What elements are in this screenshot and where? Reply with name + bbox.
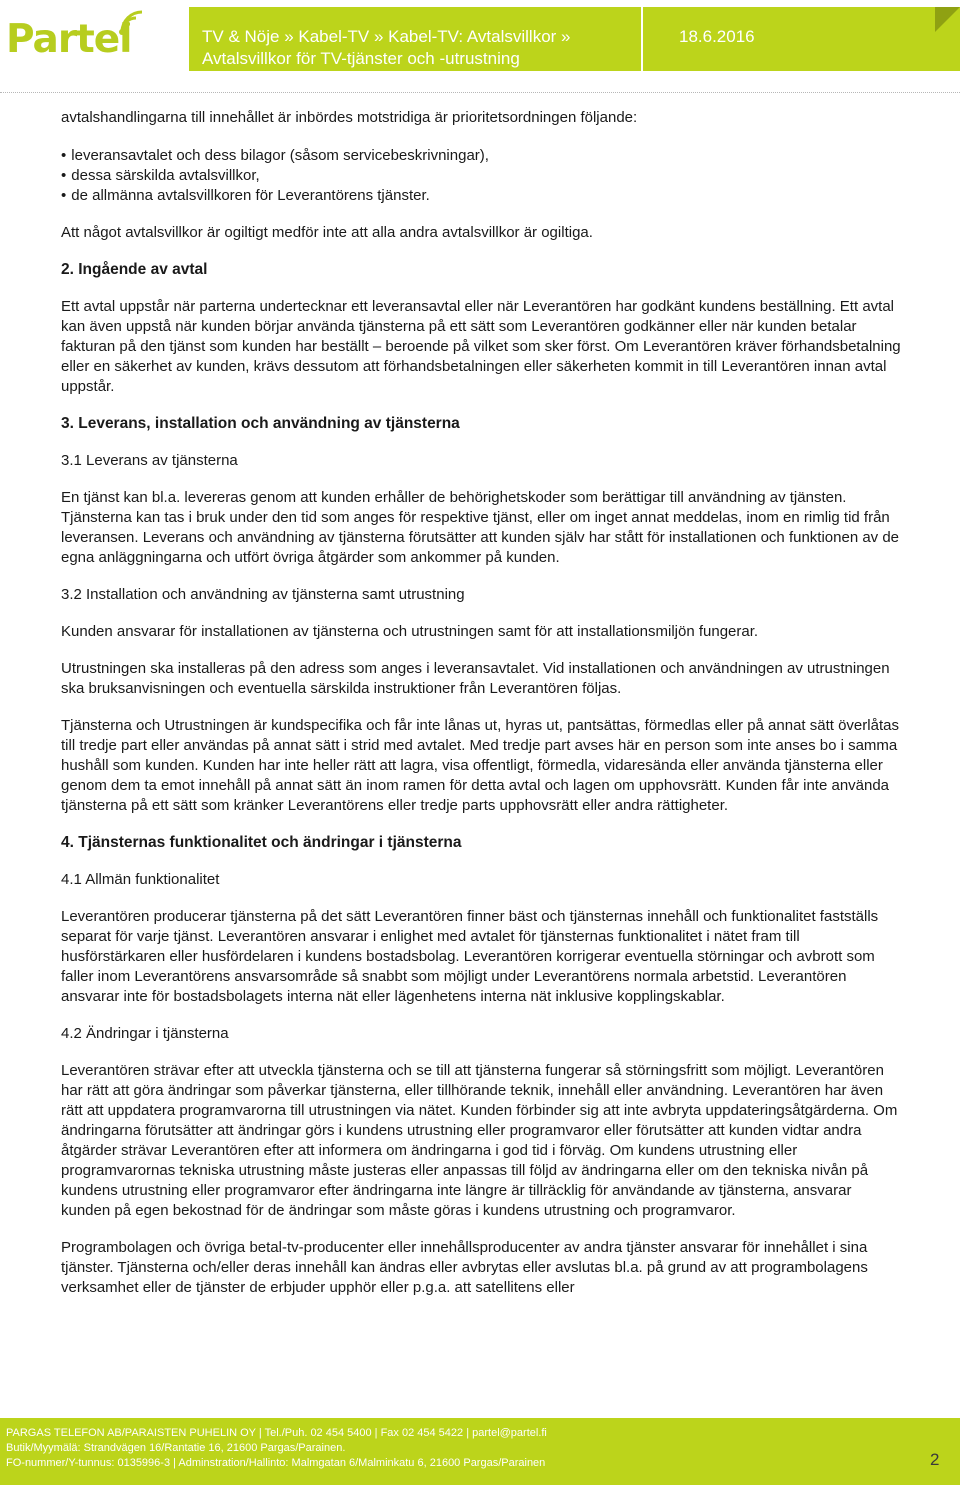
- subsection-heading-3-2: 3.2 Installation och användning av tjänsterna samt utrustning: [61, 586, 465, 603]
- footer-contact[interactable]: PARGAS TELEFON AB/PARAISTEN PUHELIN OY | Tel./Puh. 02 454 5400 | Fax 02 454 5422 | partel@partel.fi: [6, 1427, 547, 1439]
- paragraph: Att något avtalsvillkor är ogiltigt medför inte att alla andra avtalsvillkor är ogiltiga.: [61, 224, 593, 241]
- list-item: • leveransavtalet och dess bilagor (såsom servicebeskrivningar),: [61, 146, 901, 166]
- paragraph: Utrustningen ska installeras på den adress som anges i leveransavtalet. Vid installationen och användningen av utrustningen ska bruksanvisningen och eventuella särskilda instruktioner från Leverantören följas.: [61, 660, 890, 697]
- list-item: • dessa särskilda avtalsvillkor,: [61, 166, 901, 186]
- page-number: 2: [930, 1450, 940, 1469]
- footer-company-info: FO-nummer/Y-tunnus: 0135996-3 | Adminstration/Hallinto: Malmgatan 6/Malminkatu 6, 21600 Pargas/Parainen: [6, 1457, 546, 1469]
- paragraph: Leverantören strävar efter att utveckla tjänsterna och se till att tjänsterna fungerar så störningsfritt som möjligt. Leverantören har rätt att göra ändringar som påverkar tjänsterna, eller tillhörande teknik, innehåll eller användning. Leverantören har även rätt att uppdatera programvarorna till utrustningen via nätet. Kunden förbinder sig att inte avbryta uppdateringsåtgärderna. Om ändringarna förutsätter att ändringar görs i kundens utrustning eller programvaror eller förutsätter att kunden vidtar andra åtgärder strävar Leverantören efter att informera om ändringarna i god tid i förväg. Om kundens utrustning eller programvarornas tekniska utrustning måste justeras eller anpassas till följd av ändringarna eller om den tekniska nivån på kundens utrustning eller programvaror efter ändringarna inte längre är tillräcklig för användande av tjänsterna, ansvarar kunden på egen bekostnad för de ändringar som måste göras i kundens utrustning och programvaror.: [61, 1062, 898, 1219]
- breadcrumb: [189, 7, 641, 71]
- subsection-heading-4-1: 4.1 Allmän funktionalitet: [61, 871, 220, 888]
- paragraph: Ett avtal uppstår när parterna undertecknar ett leveransavtal eller när Leverantören har godkänt kundens beställning. Ett avtal kan även uppstå när kunden börjar använda tjänsterna på ett sätt som Leverantören godkänner eller när kunden betalar fakturan på den tjänst som kunden har beställt – beroende på vilket som sker först. Om Leverantören kräver förhandsbetalning eller en säkerhet av kunden, krävs dessutom att förhandsbetalningen eller säkerheten kommit in till Leverantören innan avtal uppstår.: [61, 298, 901, 395]
- priority-list: [61, 146, 901, 206]
- document-body: [61, 108, 901, 1298]
- paragraph: avtalshandlingarna till innehållet är inbördes motstridiga är prioritetsordningen följande:: [61, 109, 638, 126]
- corner-fold-decoration: [935, 7, 960, 32]
- print-date: 18.6.2016: [679, 27, 755, 46]
- paragraph: Tjänsterna och Utrustningen är kundspecifika och får inte lånas ut, hyras ut, pantsättas, förmedlas eller på annat sätt överlåtas till tredje part eller användas på annat sätt i strid med avtalet. Med tredje part avses här en person som inte anses bo i samma hushåll som kunden. Kunden har inte heller rätt att lagra, visa offentligt, förmedla, vidaresända eller använda tjänsterna eller genom dem ta emot innehåll på annat sätt än inom ramen för detta avtal och lagen om upphovsrätt. Kunden får inte använda tjänsterna på ett sätt som kränker Leverantörens eller tredje parts upphovsrätt eller andra rättigheter.: [61, 717, 899, 814]
- paragraph: Programbolagen och övriga betal-tv-producenter eller innehållsproducenter av andra tjänster ansvarar för innehållet i sina tjänster. Tjänsterna och/eller deras innehåll kan ändras eller avbrytas eller avslutas bl.a. på grund av att programbolagens verksamhet eller de tjänster de erbjuder upphör eller p.g.a. att satellitens eller: [61, 1239, 868, 1296]
- page-footer: [0, 1418, 960, 1485]
- subsection-heading-4-2: 4.2 Ändringar i tjänsterna: [61, 1025, 229, 1042]
- section-heading-3: 3. Leverans, installation och användning av tjänsterna: [61, 415, 460, 432]
- footer-address: Butik/Myymälä: Strandvägen 16/Rantatie 16, 21600 Pargas/Parainen.: [6, 1442, 346, 1454]
- subsection-heading-3-1: 3.1 Leverans av tjänsterna: [61, 452, 238, 469]
- partel-logo[interactable]: [0, 0, 186, 72]
- section-heading-4: 4. Tjänsternas funktionalitet och ändringar i tjänsterna: [61, 834, 462, 851]
- paragraph: Leverantören producerar tjänsterna på det sätt Leverantören finner bäst och tjänsternas innehåll och funktionalitet fastställs separat för varje tjänst. Leverantören ansvarar i enlighet med avtalet för tjänsternas funktionalitet i nätet fram till husförstärkaren eller husfördelaren i kundens bostadsbolag. Leverantören korrigerar eventuella störningar och avbrott som faller inom Leverantörens ansvarsområde så snabbt som möjligt under Leverantörens normala arbetstid. Leverantören ansvarar inte för bostadsbolagets interna nät eller lägenhetens interna nät inklusive kopplingskablar.: [61, 908, 879, 1005]
- logo-text: Partel: [6, 17, 132, 62]
- list-item: • de allmänna avtalsvillkoren för Leverantörens tjänster.: [61, 186, 901, 206]
- section-heading-2: 2. Ingående av avtal: [61, 261, 208, 278]
- paragraph: En tjänst kan bl.a. levereras genom att kunden erhåller de behörighetskoder som berättigar till användning av tjänsten. Tjänsterna kan tas i bruk under den tid som anges för respektive tjänst, eller om inget annat meddelas, inom en rimlig tid från leveransen. Leverans och användning av tjänsterna förutsätter att kunden själv har stått för installationen och funktionen av de egna anläggningarna och utfört övriga åtgärder som ankommer på kunden.: [61, 489, 900, 566]
- breadcrumb-path[interactable]: TV & Nöje » Kabel-TV » Kabel-TV: Avtalsvillkor »: [202, 27, 571, 46]
- paragraph: Kunden ansvarar för installationen av tjänsterna och utrustningen samt för att installationsmiljön fungerar.: [61, 623, 759, 640]
- page-header: [0, 0, 960, 78]
- page-title: Avtalsvillkor för TV-tjänster och -utrustning: [202, 49, 520, 68]
- header-divider: [0, 92, 960, 93]
- date-panel: [643, 7, 935, 71]
